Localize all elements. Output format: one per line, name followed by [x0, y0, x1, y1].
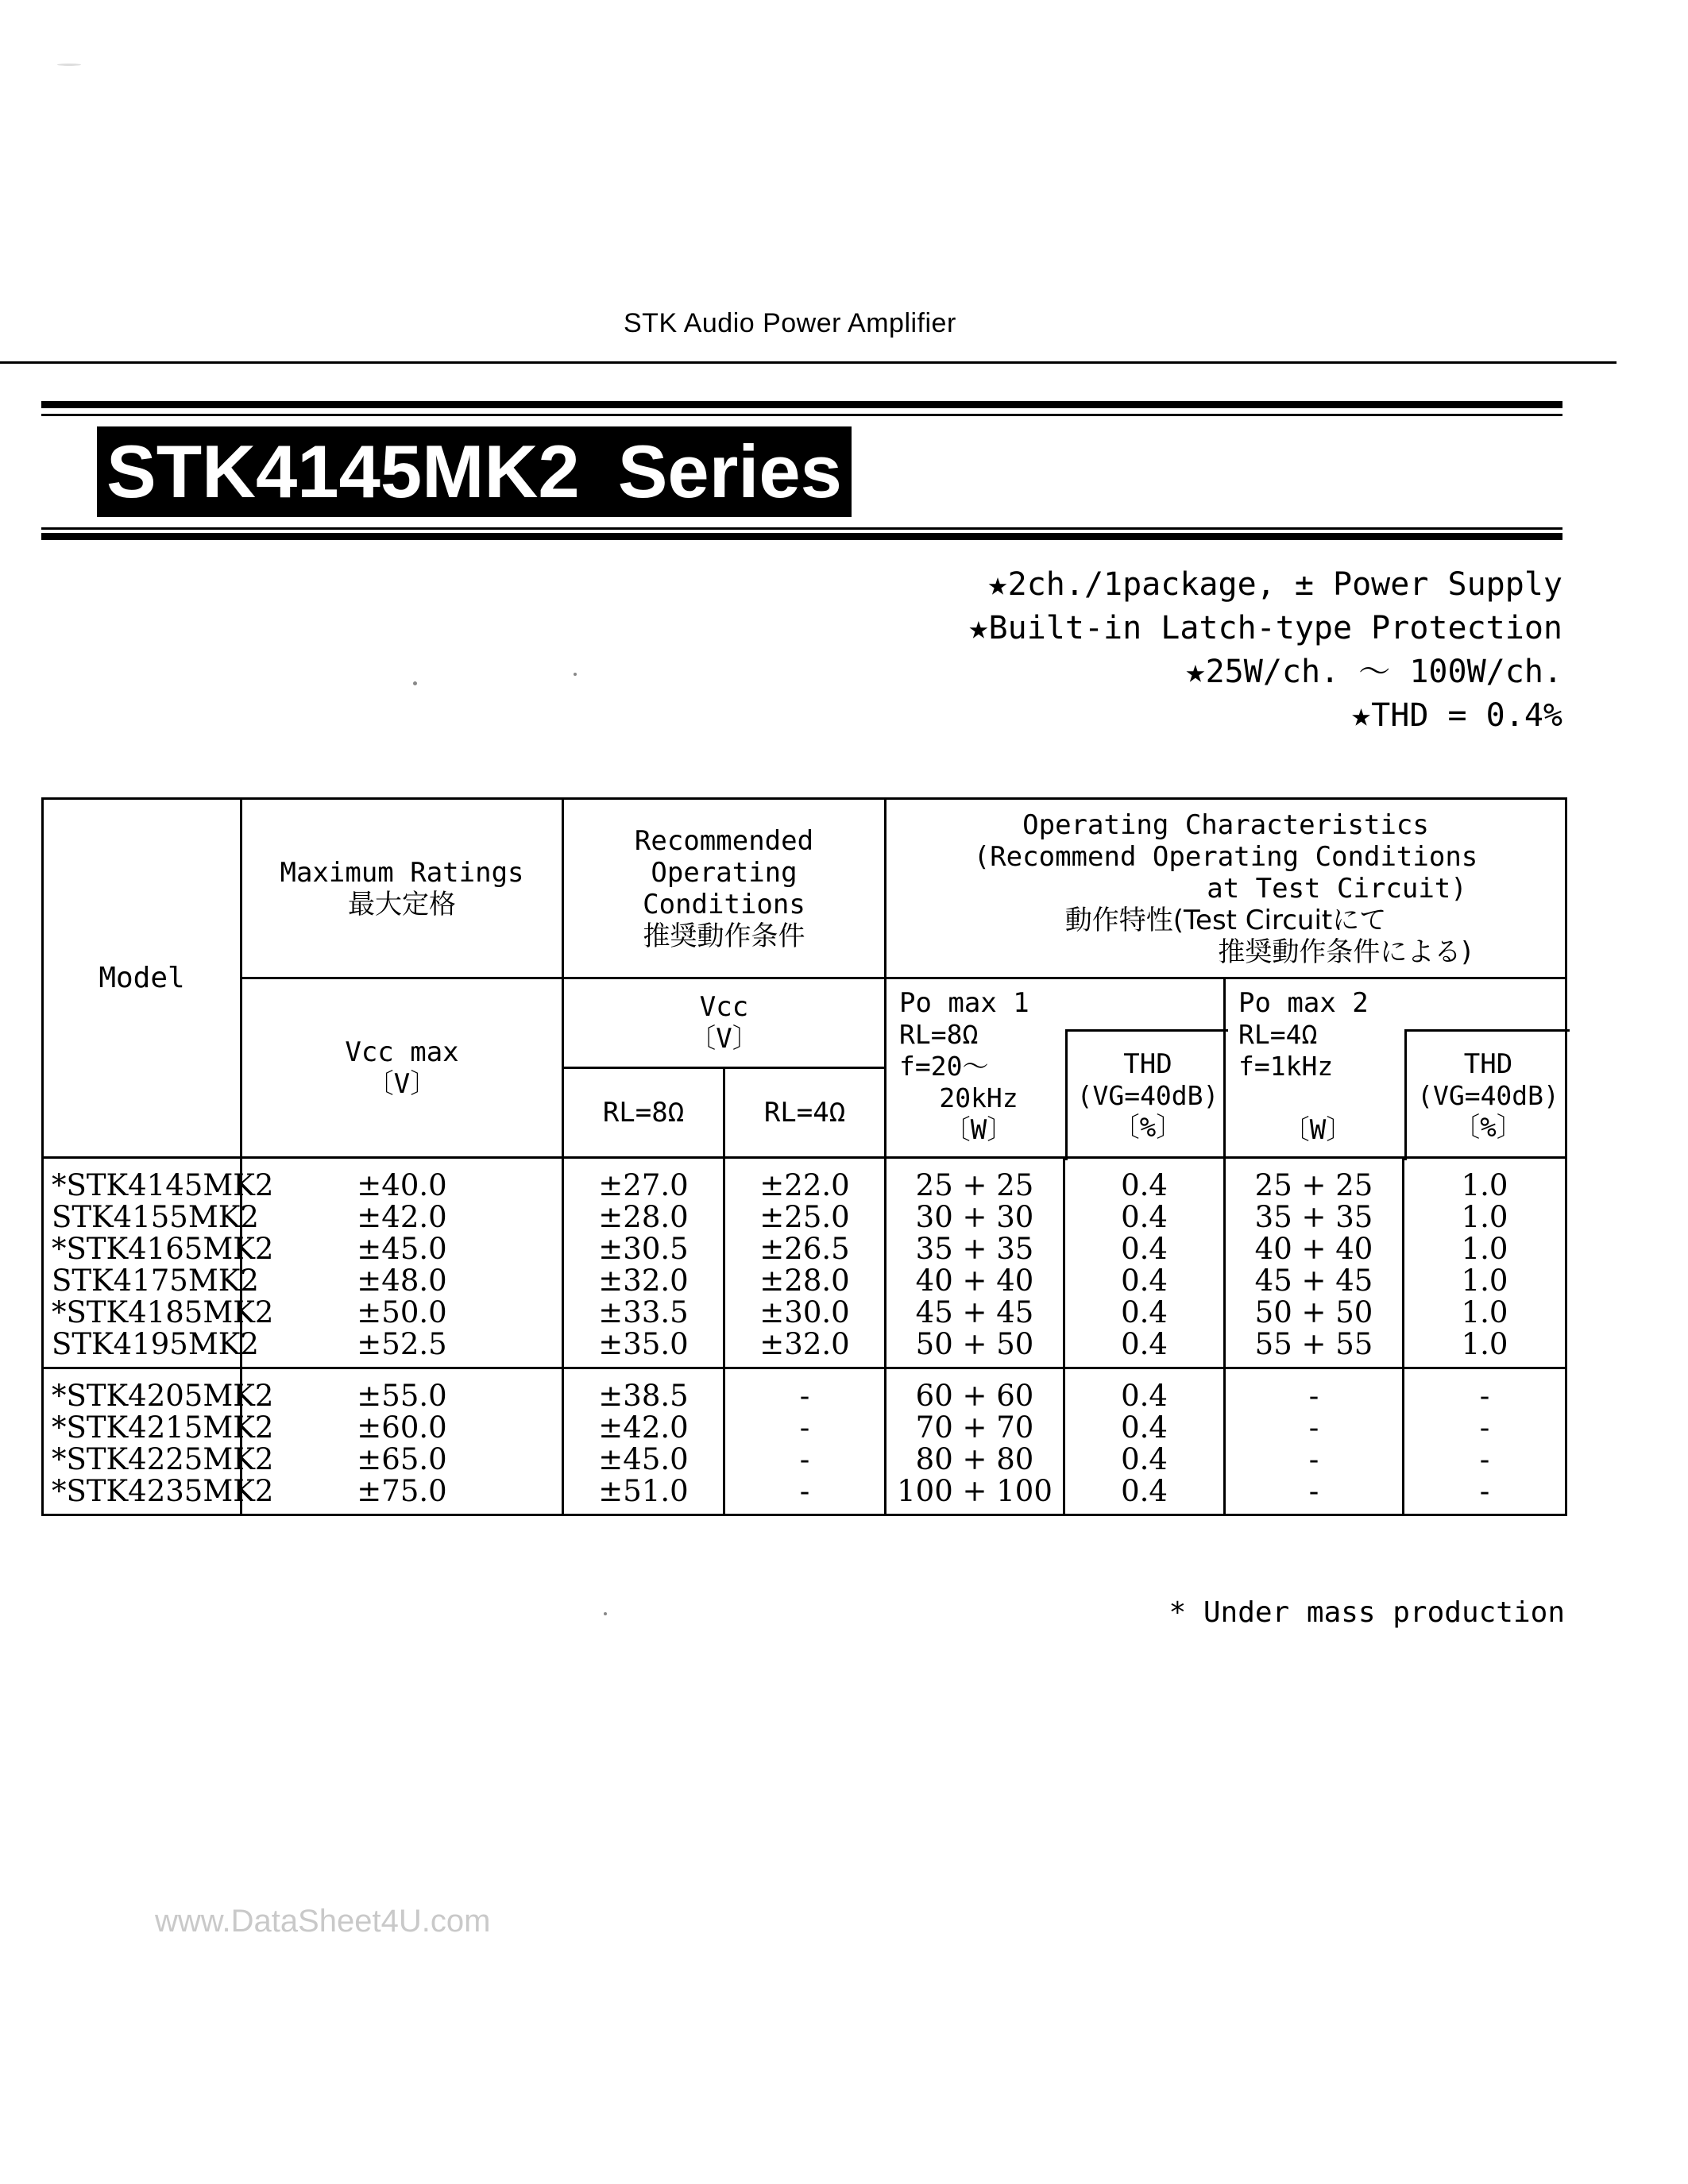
thd2-value: 1.0 [1461, 1168, 1508, 1202]
po1-value: 40 + 40 [915, 1264, 1034, 1298]
scan-speck [604, 1612, 607, 1615]
header-max-ratings-en: Maximum Ratings [280, 856, 524, 889]
po1-value: 30 + 30 [915, 1200, 1034, 1234]
po2-value: 25 + 25 [1254, 1168, 1373, 1202]
thd1-value: 0.4 [1121, 1442, 1168, 1476]
vcc-4ohm-value: ±30.0 [759, 1295, 850, 1329]
header-model: Model [43, 799, 241, 1158]
model-name: STK4175MK2 [52, 1264, 259, 1298]
header-vcc-label: Vcc [699, 991, 749, 1023]
thd2-value: - [1479, 1379, 1490, 1413]
thd1-value: 0.4 [1121, 1264, 1168, 1298]
star-icon: ★ [1350, 695, 1372, 734]
header-recommended-line1: Recommended [634, 824, 814, 857]
vcc-4ohm-col-group-2 [724, 1368, 886, 1515]
thd2-col-group-2 [1404, 1368, 1566, 1515]
header-vcc-max-unit: 〔V〕 [366, 1067, 438, 1100]
feature-item: ★25W/ch. ～ 100W/ch. [1185, 651, 1562, 690]
vcc-max-value: ±65.0 [357, 1442, 447, 1476]
model-name: *STK4165MK2 [52, 1232, 274, 1266]
header-thd1 [1065, 1029, 1228, 1160]
header-po2-unit: 〔W〕 [1282, 1114, 1354, 1146]
po2-value: 35 + 35 [1254, 1200, 1373, 1234]
po1-value: 35 + 35 [915, 1232, 1034, 1266]
thd1-value: 0.4 [1121, 1232, 1168, 1266]
header-vcc-4ohm: RL=4Ω [724, 1068, 886, 1158]
thd2-col-group-1 [1404, 1158, 1566, 1368]
thd1-value: 0.4 [1121, 1168, 1168, 1202]
po2-value: 45 + 45 [1254, 1264, 1373, 1298]
po2-col-group-1 [1225, 1158, 1404, 1368]
po1-value: 25 + 25 [915, 1168, 1034, 1202]
header-operating [886, 799, 1566, 978]
header-thd1-unit: 〔%〕 [1112, 1112, 1184, 1144]
vcc-4ohm-value: ±32.0 [759, 1327, 850, 1361]
model-name: *STK4235MK2 [52, 1474, 274, 1508]
header-po1-freq2: 20kHz [939, 1082, 1018, 1113]
model-name: *STK4145MK2 [52, 1168, 274, 1202]
model-name: STK4155MK2 [52, 1200, 259, 1234]
thd2-value: 1.0 [1461, 1232, 1508, 1266]
vcc-max-value: ±75.0 [357, 1474, 447, 1508]
header-recommended-jp: 推奨動作条件 [643, 920, 805, 952]
vcc-4ohm-value: ±28.0 [759, 1264, 850, 1298]
vcc-max-value: ±40.0 [357, 1168, 447, 1202]
header-operating-jp2: 推奨動作条件による) [1218, 936, 1472, 968]
header-po2-freq: f=1kHz [1238, 1051, 1334, 1082]
thd1-col-group-2 [1064, 1368, 1225, 1515]
header-operating-line3: at Test Circuit) [1207, 872, 1467, 905]
po1-value: 60 + 60 [915, 1379, 1034, 1413]
vcc-4ohm-value: ±26.5 [759, 1232, 850, 1266]
thd2-value: 1.0 [1461, 1200, 1508, 1234]
thd1-value: 0.4 [1121, 1379, 1168, 1413]
vcc-8ohm-value: ±38.5 [598, 1379, 689, 1413]
vcc-4ohm-value: - [799, 1442, 810, 1476]
po2-value: 50 + 50 [1254, 1295, 1373, 1329]
title-band-top-thin [41, 414, 1562, 416]
po1-value: 45 + 45 [915, 1295, 1034, 1329]
thd1-value: 0.4 [1121, 1410, 1168, 1445]
vcc-4ohm-value: - [799, 1474, 810, 1508]
header-po-max-1 [886, 978, 1225, 1158]
header-po2-load: RL=4Ω [1238, 1019, 1318, 1050]
vcc-8ohm-value: ±45.0 [598, 1442, 689, 1476]
po1-col-group-2 [886, 1368, 1064, 1515]
header-recommended-line2: Operating Conditions [643, 856, 805, 920]
thd1-value: 0.4 [1121, 1200, 1168, 1234]
page-title: STK4145MK2 Series [106, 430, 842, 513]
header-operating-line2: (Recommend Operating Conditions [973, 840, 1478, 873]
header-thd1-cond: (VG=40dB) [1076, 1080, 1219, 1111]
header-recommended [563, 799, 886, 978]
header-vcc-8ohm: RL=8Ω [563, 1068, 724, 1158]
title-band-top [41, 401, 1562, 408]
po1-col-group-1 [886, 1158, 1064, 1368]
title-band-bottom [41, 533, 1562, 540]
model-name: *STK4205MK2 [52, 1379, 274, 1413]
header-rule [0, 361, 1617, 364]
thd2-value: - [1479, 1474, 1490, 1508]
header-vcc-unit: 〔V〕 [689, 1023, 759, 1055]
model-col-group-1 [43, 1158, 274, 1368]
thd2-value: 1.0 [1461, 1327, 1508, 1361]
thd1-value: 0.4 [1121, 1474, 1168, 1508]
table-row-group-1 [43, 1158, 1566, 1368]
scan-speck [574, 673, 577, 676]
vcc-max-value: ±45.0 [357, 1232, 447, 1266]
title-band-bottom-thin [41, 527, 1562, 530]
thd1-value: 0.4 [1121, 1327, 1168, 1361]
vcc-8ohm-value: ±51.0 [598, 1474, 689, 1508]
vcc-max-value: ±52.5 [357, 1327, 447, 1361]
thd2-value: - [1479, 1410, 1490, 1445]
vcc-8ohm-col-group-2 [563, 1368, 724, 1515]
model-name: *STK4215MK2 [52, 1410, 274, 1445]
feature-list [968, 562, 1562, 737]
po2-value: - [1308, 1410, 1319, 1445]
model-name: STK4195MK2 [52, 1327, 259, 1361]
model-name: *STK4225MK2 [52, 1442, 274, 1476]
vcc-8ohm-col-group-1 [563, 1158, 724, 1368]
thd2-value: 1.0 [1461, 1295, 1508, 1329]
vcc-4ohm-value: - [799, 1410, 810, 1445]
header-thd1-label: THD [1123, 1048, 1172, 1080]
po2-value: 40 + 40 [1254, 1232, 1373, 1266]
header-operating-jp1: 動作特性(Test Circuitにて [1064, 904, 1387, 936]
model-name: *STK4185MK2 [52, 1295, 274, 1329]
star-icon: ★ [1185, 651, 1206, 690]
vcc-4ohm-value: - [799, 1379, 810, 1413]
header-po1-unit: 〔W〕 [943, 1114, 1014, 1146]
table-row-group-2 [43, 1368, 1566, 1515]
spec-table [41, 797, 1567, 1516]
po1-value: 80 + 80 [915, 1442, 1034, 1476]
vcc-8ohm-value: ±32.0 [598, 1264, 689, 1298]
running-header: STK Audio Power Amplifier [624, 308, 956, 338]
title-box [97, 426, 852, 517]
vcc-8ohm-value: ±30.5 [598, 1232, 689, 1266]
model-col-group-2 [43, 1368, 274, 1515]
po2-value: - [1308, 1379, 1319, 1413]
vcc-max-col-group-1 [241, 1158, 563, 1368]
feature-item: ★THD = 0.4% [1350, 695, 1562, 734]
thd1-col-group-1 [1064, 1158, 1225, 1368]
vcc-max-value: ±42.0 [357, 1200, 447, 1234]
feature-item: ★2ch./1package, ± Power Supply [987, 564, 1562, 603]
vcc-max-value: ±55.0 [357, 1379, 447, 1413]
vcc-8ohm-value: ±42.0 [598, 1410, 689, 1445]
star-icon: ★ [987, 564, 1008, 603]
vcc-8ohm-value: ±28.0 [598, 1200, 689, 1234]
po2-value: - [1308, 1442, 1319, 1476]
po2-value: 55 + 55 [1254, 1327, 1373, 1361]
po2-value: - [1308, 1474, 1319, 1508]
feature-item: ★Built-in Latch-type Protection [968, 608, 1562, 646]
po2-col-group-2 [1225, 1368, 1404, 1515]
vcc-max-col-group-2 [241, 1368, 563, 1515]
vcc-4ohm-col-group-1 [724, 1158, 886, 1368]
vcc-max-value: ±50.0 [357, 1295, 447, 1329]
scan-speck [413, 681, 417, 685]
po1-value: 100 + 100 [897, 1474, 1053, 1508]
header-po-max-2 [1225, 978, 1566, 1158]
header-vcc-max [241, 978, 563, 1158]
po1-value: 70 + 70 [915, 1410, 1034, 1445]
header-po2-label: Po max 2 [1238, 987, 1369, 1019]
header-thd2-label: THD [1463, 1048, 1513, 1080]
thd2-value: - [1479, 1442, 1490, 1476]
header-thd2-cond: (VG=40dB) [1417, 1080, 1559, 1111]
header-max-ratings-jp: 最大定格 [348, 888, 456, 920]
vcc-8ohm-value: ±27.0 [598, 1168, 689, 1202]
vcc-8ohm-value: ±33.5 [598, 1295, 689, 1329]
po1-value: 50 + 50 [915, 1327, 1034, 1361]
header-vcc [563, 978, 886, 1068]
star-icon: ★ [968, 608, 989, 646]
thd1-value: 0.4 [1121, 1295, 1168, 1329]
vcc-8ohm-value: ±35.0 [598, 1327, 689, 1361]
footnote: * Under mass production [1168, 1596, 1565, 1629]
header-vcc-max-label: Vcc max [345, 1036, 459, 1068]
header-operating-line1: Operating Characteristics [1022, 808, 1429, 841]
vcc-max-value: ±48.0 [357, 1264, 447, 1298]
vcc-4ohm-value: ±25.0 [759, 1200, 850, 1234]
header-max-ratings [241, 799, 563, 978]
watermark-link[interactable]: www.DataSheet4U.com [155, 1904, 491, 1939]
vcc-4ohm-value: ±22.0 [759, 1168, 850, 1202]
header-po1-label: Po max 1 [899, 987, 1029, 1019]
header-po1-freq: f=20～ [899, 1051, 989, 1082]
header-po1-load: RL=8Ω [899, 1019, 979, 1050]
header-thd2-unit: 〔%〕 [1453, 1112, 1524, 1144]
vcc-max-value: ±60.0 [357, 1410, 447, 1445]
header-thd2 [1404, 1029, 1570, 1160]
scan-speck [57, 64, 81, 66]
thd2-value: 1.0 [1461, 1264, 1508, 1298]
